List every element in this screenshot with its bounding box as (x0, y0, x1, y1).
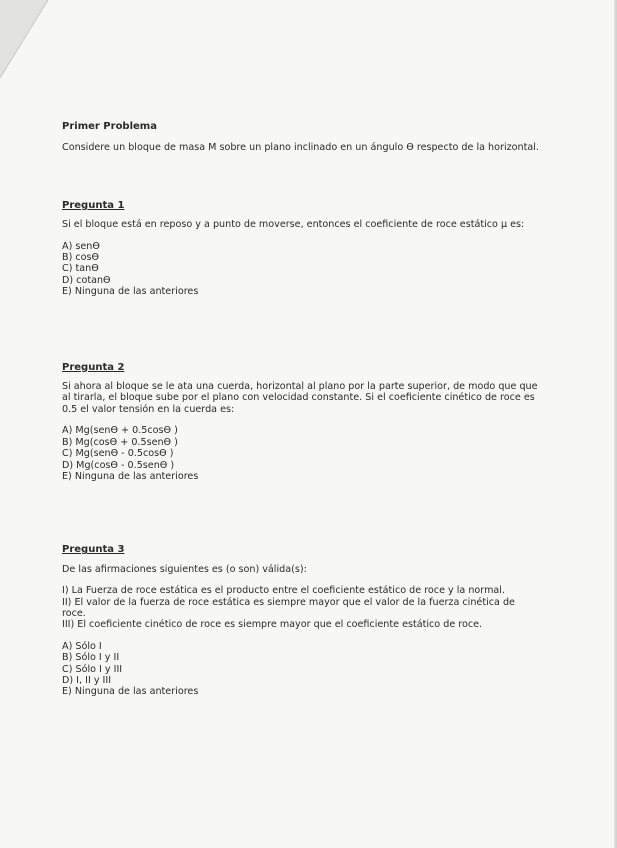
statement-i: I) La Fuerza de roce estática es el producto entre el coeficiente estático de roce y la normal. (62, 585, 506, 597)
question-1 (62, 200, 562, 298)
question-3-text: De las afirmaciones siguientes es (o son) válida(s): (62, 563, 307, 575)
option-a: A) Sólo I (62, 640, 102, 652)
question-3-options (62, 641, 562, 698)
question-2 (62, 362, 562, 483)
page-corner-fold (0, 0, 50, 80)
question-1-text: Si el bloque está en reposo y a punto de moverse, entonces el coeficiente de roce estático μ es: (62, 219, 525, 231)
option-a: A) senϴ (62, 240, 100, 252)
statement-iii: III) El coeficiente cinético de roce es siempre mayor que el coeficiente estático de roce. (62, 619, 483, 631)
question-3 (62, 544, 562, 697)
statement-ii: II) El valor de la fuerza de roce estática es siempre mayor que el valor de la fuerza cinética de (62, 596, 515, 608)
option-c: C) tanϴ (62, 263, 99, 275)
question-1-heading: Pregunta 1 (62, 199, 125, 211)
question-2-text-line: Si ahora al bloque se le ata una cuerda, horizontal al plano por la parte superior, de modo que que (62, 381, 538, 393)
question-2-heading: Pregunta 2 (62, 361, 125, 373)
option-d: D) I, II y III (62, 674, 112, 686)
question-2-text (62, 381, 562, 415)
problem-title: Primer Problema (62, 121, 157, 132)
question-2-text-line: 0.5 el valor tensión en la cuerda es: (62, 403, 235, 415)
question-1-options (62, 241, 562, 298)
option-e: E) Ninguna de las anteriores (62, 686, 199, 698)
exam-document (62, 121, 562, 698)
problem-statement: Considere un bloque de masa M sobre un plano inclinado en un ángulo ϴ respecto de la horizontal. (62, 142, 539, 154)
question-2-options (62, 425, 562, 482)
option-b: B) Sólo I y II (62, 652, 120, 664)
option-b: B) Mg(cosϴ + 0.5senϴ ) (62, 436, 178, 448)
option-e: E) Ninguna de las anteriores (62, 286, 199, 298)
option-e: E) Ninguna de las anteriores (62, 470, 199, 482)
option-c: C) Sólo I y III (62, 663, 123, 675)
question-3-heading: Pregunta 3 (62, 544, 125, 556)
option-c: C) Mg(senϴ - 0.5cosϴ ) (62, 448, 174, 460)
option-d: D) cotanϴ (62, 274, 111, 286)
option-a: A) Mg(senϴ + 0.5cosϴ ) (62, 425, 178, 437)
question-2-text-line: al tirarla, el bloque sube por el plano con velocidad constante. Si el coeficiente cinético de roce es (62, 392, 535, 404)
option-b: B) cosϴ (62, 252, 100, 264)
question-3-statements (62, 585, 562, 631)
option-d: D) Mg(cosϴ - 0.5senϴ ) (62, 459, 175, 471)
statement-ii-continued: roce. (62, 607, 86, 619)
